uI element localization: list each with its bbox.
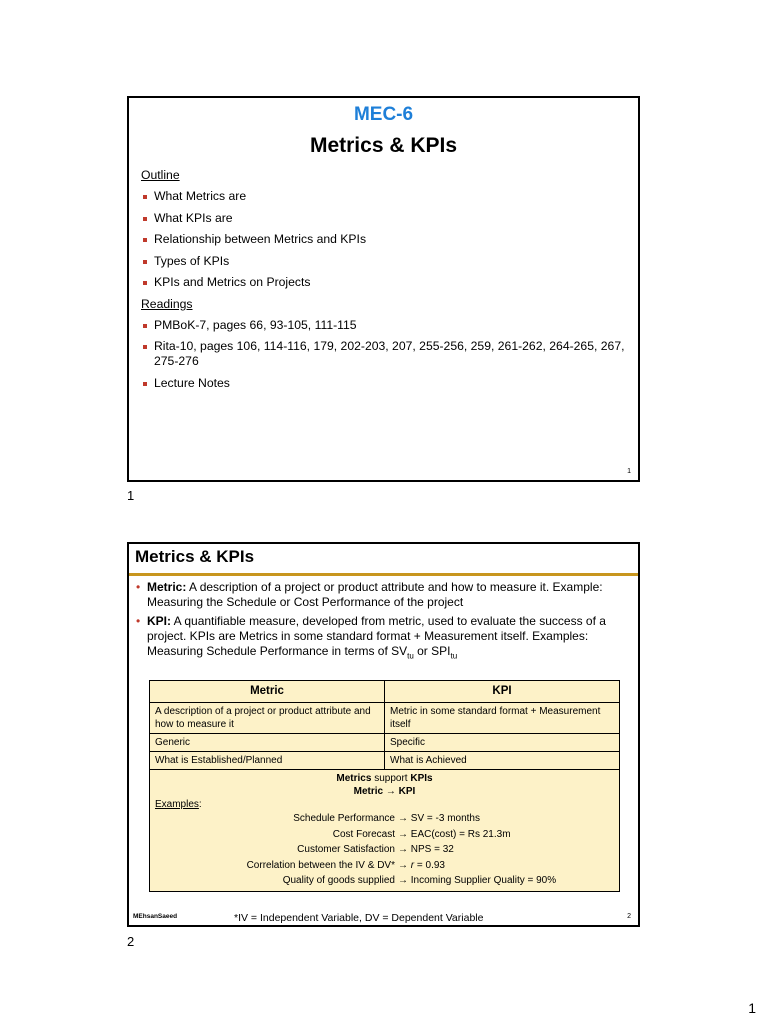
readings-list bbox=[141, 318, 631, 391]
example-label: Cost Forecast bbox=[332, 828, 395, 840]
subscript: tu bbox=[407, 651, 414, 661]
course-code: MEC-6 bbox=[353, 104, 414, 125]
table-cell: Generic bbox=[150, 734, 385, 752]
summary-support: support bbox=[371, 773, 411, 784]
table-cell: A description of a project or product attribute and how to measure it bbox=[150, 703, 385, 734]
outline-item: KPIs and Metrics on Projects bbox=[141, 275, 631, 290]
example-label: Correlation between the IV & DV* bbox=[246, 859, 395, 871]
slide-2 bbox=[127, 542, 640, 927]
metric-definition bbox=[135, 580, 635, 610]
example-value bbox=[398, 858, 614, 874]
page-number: 1 bbox=[748, 1000, 756, 1016]
example-value bbox=[398, 873, 614, 889]
outline-item: Types of KPIs bbox=[141, 254, 631, 269]
slide-number: 1 bbox=[627, 468, 631, 475]
outline-heading: Outline bbox=[141, 168, 180, 182]
definitions bbox=[135, 580, 635, 667]
comparison-table bbox=[149, 680, 620, 892]
outline-item: Relationship between Metrics and KPIs bbox=[141, 232, 631, 247]
example-label: Quality of goods supplied bbox=[282, 875, 395, 886]
table-cell: Metric in some standard format + Measurement itself bbox=[385, 703, 620, 734]
kpi-text: A quantifiable measure, developed from metric, used to evaluate the success of a project. KPIs are Metrics in some standard format + Measurement itself. Examples: Measuring Schedule Performance in terms of SV bbox=[147, 614, 606, 658]
table-cell: What is Achieved bbox=[385, 752, 620, 770]
reading-item: Rita-10, pages 106, 114-116, 179, 202-203, 207, 255-256, 259, 261-262, 264-265, 267, 275-276 bbox=[141, 339, 631, 369]
example-value-text: NPS = 32 bbox=[410, 844, 454, 855]
kpi-text-or: or SPI bbox=[413, 644, 451, 658]
slide-number: 2 bbox=[627, 913, 631, 920]
example-label: Customer Satisfaction bbox=[297, 844, 395, 855]
examples-grid bbox=[155, 811, 614, 889]
example-value bbox=[398, 842, 614, 858]
outline-item: What KPIs are bbox=[141, 211, 631, 226]
summary-kpis: KPIs bbox=[410, 773, 433, 784]
readings-heading: Readings bbox=[141, 296, 193, 311]
example-value bbox=[398, 811, 614, 827]
summary-arrow-line: Metric → KPI bbox=[353, 786, 416, 797]
example-value bbox=[398, 827, 614, 843]
example-value-text: SV = -3 months bbox=[410, 813, 480, 824]
reading-item: Lecture Notes bbox=[141, 376, 631, 391]
slide-label: 2 bbox=[127, 934, 135, 949]
kpi-term: KPI: bbox=[147, 614, 171, 628]
examples-colon: : bbox=[198, 799, 202, 810]
example-value-text: = 0.93 bbox=[414, 859, 445, 871]
arrow-icon: → bbox=[398, 813, 408, 824]
slide-title: Metrics & KPIs bbox=[309, 134, 458, 157]
slide-body bbox=[141, 168, 631, 397]
arrow-icon: → bbox=[398, 828, 408, 840]
slide-1 bbox=[127, 96, 640, 482]
outline-item: What Metrics are bbox=[141, 189, 631, 204]
table-row bbox=[150, 734, 620, 752]
example-value-variable: r bbox=[410, 859, 415, 871]
examples-heading-text: Examples bbox=[155, 799, 199, 810]
arrow-icon: → bbox=[398, 844, 408, 855]
examples-heading bbox=[155, 798, 614, 811]
arrow-icon: → bbox=[398, 859, 408, 871]
table-header-kpi: KPI bbox=[385, 681, 620, 703]
slide-label: 1 bbox=[127, 488, 135, 503]
subscript: tu bbox=[450, 651, 458, 661]
table-row bbox=[150, 703, 620, 734]
example-value-text: Incoming Supplier Quality = 90% bbox=[410, 875, 557, 886]
metric-text: A description of a project or product attribute and how to measure it. Example: Measuring the Schedule or Cost Performance of the project bbox=[147, 580, 603, 609]
example-label: Schedule Performance bbox=[293, 813, 395, 824]
footnote: *IV = Independent Variable, DV = Dependent Variable bbox=[234, 912, 484, 924]
reading-item: PMBoK-7, pages 66, 93-105, 111-115 bbox=[141, 318, 631, 333]
summary-cell bbox=[150, 770, 620, 892]
table-header-metric: Metric bbox=[150, 681, 385, 703]
table-cell: Specific bbox=[385, 734, 620, 752]
example-value-text: EAC(cost) = Rs 21.3m bbox=[410, 828, 511, 840]
metric-term: Metric: bbox=[147, 580, 187, 594]
table-row bbox=[150, 752, 620, 770]
title-rule bbox=[129, 573, 638, 576]
arrow-icon: → bbox=[398, 875, 408, 886]
kpi-definition bbox=[135, 614, 635, 663]
table-summary-row bbox=[150, 770, 620, 892]
outline-list bbox=[141, 189, 631, 290]
slide-title: Metrics & KPIs bbox=[135, 547, 255, 566]
table-cell: What is Established/Planned bbox=[150, 752, 385, 770]
author-label: MEhsanSaeed bbox=[133, 913, 178, 920]
summary-line bbox=[155, 772, 614, 785]
summary-metrics: Metrics bbox=[336, 773, 372, 784]
